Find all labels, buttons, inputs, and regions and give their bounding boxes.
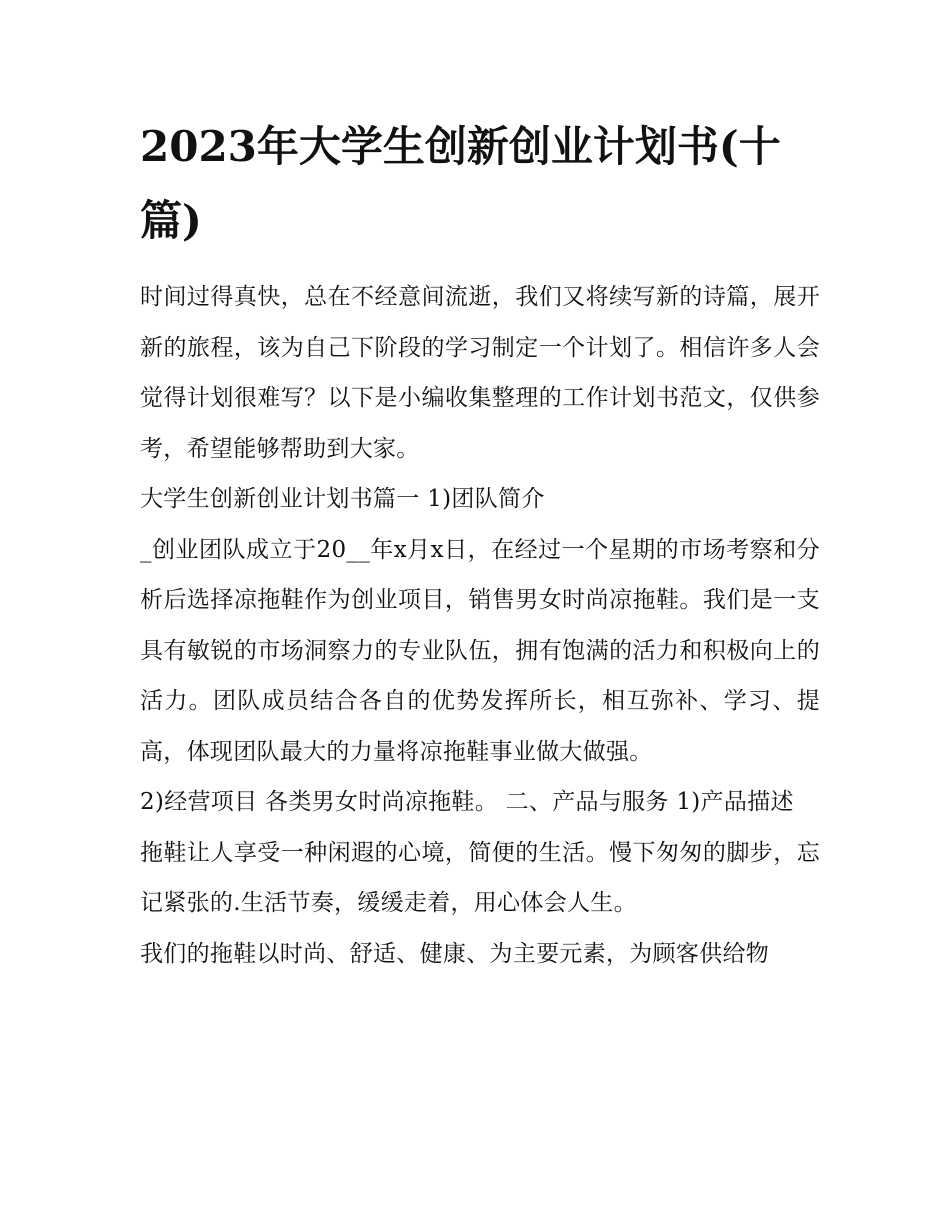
paragraph-team-intro: _创业团队成立于20__年x月x日，在经过一个星期的市场考察和分析后选择凉拖鞋作为创业项目，销售男女时尚凉拖鞋。我们是一支具有敏锐的市场洞察力的专业队伍，拥有饱满的活力和积极向上的活力。团队成员结合各自的优势发挥所长，相互弥补、学习、提高，体现团队最大的力量将凉拖鞋事业做大做强。	[140, 536, 820, 765]
paragraph-product-description: 拖鞋让人享受一种闲遐的心境，简便的生活。慢下匆匆的脚步，忘记紧张的.生活节奏，缓缓走着，用心体会人生。	[140, 839, 820, 916]
paragraph-product-features: 我们的拖鞋以时尚、舒适、健康、为主要元素，为顾客供给物	[140, 940, 770, 967]
document-title: 2023年大学生创新创业计划书(十篇)	[140, 122, 781, 245]
paragraph-section-heading: 大学生创新创业计划书篇一 1)团队简介	[140, 486, 545, 512]
paragraph-business-items: 2)经营项目 各类男女时尚凉拖鞋。 二、产品与服务 1)产品描述	[140, 789, 794, 815]
paragraph-intro: 时间过得真快，总在不经意间流逝，我们又将续写新的诗篇，展开新的旅程，该为自己下阶段的学习制定一个计划了。相信许多人会觉得计划很难写？以下是小编收集整理的工作计划书范文，仅供参考，希望能够帮助到大家。	[140, 284, 820, 462]
document-body	[140, 110, 820, 979]
